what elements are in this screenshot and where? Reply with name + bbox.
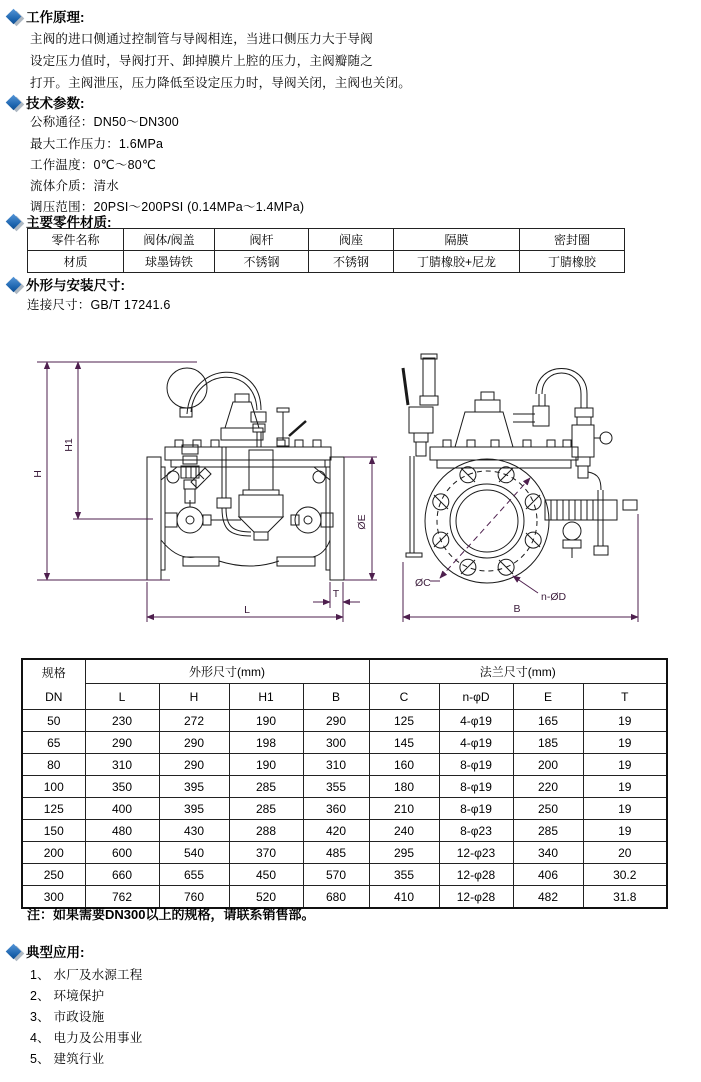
section-title: 主要零件材质: bbox=[26, 215, 112, 230]
cell: 球墨铸铁 bbox=[124, 251, 215, 273]
cell: 不锈钢 bbox=[215, 251, 309, 273]
section-tech-params bbox=[8, 92, 85, 112]
col-header: T bbox=[583, 684, 667, 710]
diamond-bullet-icon bbox=[8, 946, 19, 957]
dim-label-h1: H1 bbox=[63, 438, 75, 452]
principle-line: 主阀的进口侧通过控制管与导阀相连，当进口侧压力大于导阀 bbox=[30, 32, 373, 46]
col-header: H1 bbox=[229, 684, 303, 710]
principle-line: 打开。主阀泄压，压力降低至设定压力时，导阀关闭，主阀也关闭。 bbox=[30, 76, 412, 90]
param-line: 调压范围：20PSI～200PSI (0.14MPa～1.4MPa) bbox=[30, 200, 305, 214]
cell: 密封圈 bbox=[520, 229, 625, 251]
cell: 阀杆 bbox=[215, 229, 309, 251]
group-flange: 法兰尺寸(mm) bbox=[369, 659, 667, 684]
materials-table bbox=[27, 228, 625, 273]
param-line: 流体介质：清水 bbox=[30, 179, 119, 193]
list-item: 2、 环境保护 bbox=[30, 989, 105, 1003]
connection-size: 连接尺寸：GB/T 17241.6 bbox=[27, 298, 171, 312]
list-item: 3、 市政设施 bbox=[30, 1010, 105, 1024]
param-line: 公称通径：DN50～DN300 bbox=[30, 115, 179, 129]
table-row: 50 230 272 190 290 125 4-φ19 165 19 bbox=[22, 710, 667, 732]
table-row: 250 660 655 450 570 355 12-φ28 406 30.2 bbox=[22, 864, 667, 886]
section-title: 技术参数: bbox=[26, 96, 85, 111]
col-header: C bbox=[369, 684, 439, 710]
col-header: L bbox=[85, 684, 159, 710]
principle-line: 设定压力值时，导阀打开、卸掉膜片上腔的压力，主阀瓣随之 bbox=[30, 54, 373, 68]
spec-dn-cell bbox=[22, 659, 85, 710]
cell: 零件名称 bbox=[28, 229, 124, 251]
param-line: 最大工作压力：1.6MPa bbox=[30, 137, 164, 151]
table-row: 150 480 430 288 420 240 8-φ23 285 19 bbox=[22, 820, 667, 842]
dim-label-nd: n-ØD bbox=[541, 591, 567, 603]
param-line: 工作温度：0℃～80℃ bbox=[30, 158, 157, 172]
col-header: H bbox=[159, 684, 229, 710]
note-text: 注：如果需要DN300以上的规格，请联系销售部。 bbox=[27, 907, 315, 922]
dn-label: DN bbox=[45, 689, 63, 704]
table-row: 100 350 395 285 355 180 8-φ19 220 19 bbox=[22, 776, 667, 798]
spec-label: 规格 bbox=[41, 665, 66, 680]
diamond-bullet-icon bbox=[8, 97, 19, 108]
dim-label-c: ØC bbox=[415, 577, 431, 589]
table-row: 65 290 290 198 300 145 4-φ19 185 19 bbox=[22, 732, 667, 754]
dim-label-t: T bbox=[332, 588, 340, 600]
materials-value-row bbox=[28, 251, 625, 273]
cell: 丁腈橡胶 bbox=[520, 251, 625, 273]
valve-side-view-drawing bbox=[25, 350, 395, 635]
valve-end-view-drawing bbox=[395, 350, 701, 635]
section-title: 工作原理: bbox=[26, 10, 85, 25]
dim-label-de: ØE bbox=[356, 514, 368, 530]
dim-label-b: B bbox=[513, 603, 521, 615]
cell: 隔膜 bbox=[394, 229, 520, 251]
dim-label-l: L bbox=[244, 604, 250, 616]
col-header: B bbox=[303, 684, 369, 710]
materials-header-row bbox=[28, 229, 625, 251]
diamond-bullet-icon bbox=[8, 216, 19, 227]
table-row: 300 762 760 520 680 410 12-φ28 482 31.8 bbox=[22, 886, 667, 909]
list-item: 1、 水厂及水源工程 bbox=[30, 968, 143, 982]
list-item: 4、 电力及公用事业 bbox=[30, 1031, 143, 1045]
cell: 丁腈橡胶+尼龙 bbox=[394, 251, 520, 273]
section-title: 外形与安装尺寸: bbox=[26, 278, 125, 293]
diamond-bullet-icon bbox=[8, 11, 19, 22]
group-outline: 外形尺寸(mm) bbox=[85, 659, 369, 684]
cell: 材质 bbox=[28, 251, 124, 273]
diamond-bullet-icon bbox=[8, 279, 19, 290]
section-applications bbox=[8, 941, 85, 961]
table-row: 125 400 395 285 360 210 8-φ19 250 19 bbox=[22, 798, 667, 820]
section-working-principle bbox=[8, 6, 85, 26]
section-title: 典型应用: bbox=[26, 945, 85, 960]
col-header: E bbox=[513, 684, 583, 710]
size-table bbox=[21, 658, 668, 909]
cell: 不锈钢 bbox=[309, 251, 394, 273]
cell: 阀体/阀盖 bbox=[124, 229, 215, 251]
table-row: 80 310 290 190 310 160 8-φ19 200 19 bbox=[22, 754, 667, 776]
table-row: 200 600 540 370 485 295 12-φ23 340 20 bbox=[22, 842, 667, 864]
dim-label-h: H bbox=[32, 470, 44, 478]
size-table-group-row bbox=[22, 659, 667, 684]
section-dimensions bbox=[8, 274, 125, 294]
col-header: n-φD bbox=[439, 684, 513, 710]
list-item: 5、 建筑行业 bbox=[30, 1052, 105, 1066]
cell: 阀座 bbox=[309, 229, 394, 251]
size-table-header-row bbox=[22, 684, 667, 710]
